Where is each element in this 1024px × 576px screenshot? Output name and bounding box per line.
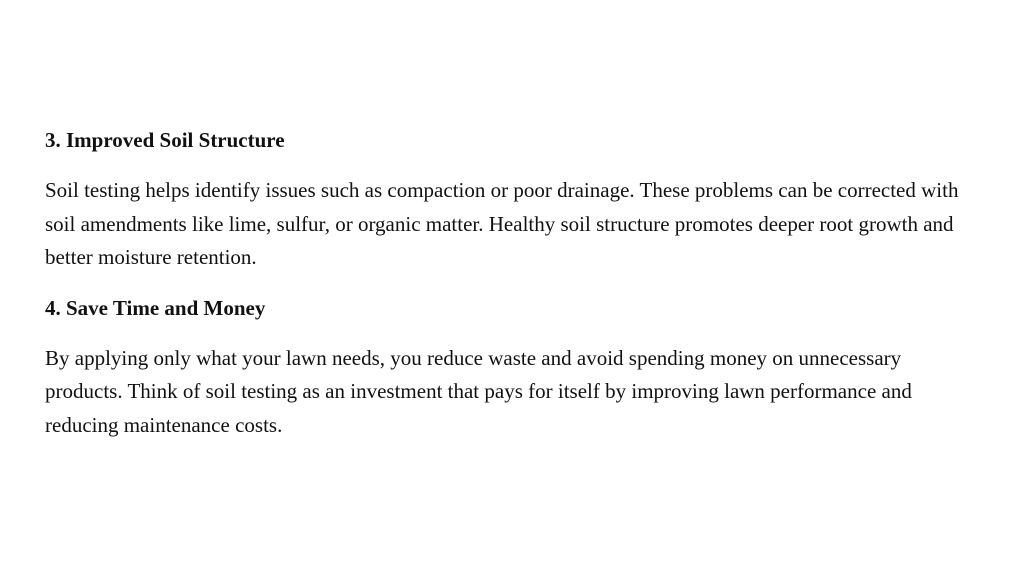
slide-content	[45, 124, 975, 459]
section-heading-save-time-money: 4. Save Time and Money	[45, 295, 266, 320]
section-body-save-time-money: By applying only what your lawn needs, you reduce waste and avoid spending money on unnecessary products. Think of soil testing as an investment that pays for itself by improving lawn performance and reducing maintenance costs.	[45, 345, 912, 437]
section-body-soil-structure: Soil testing helps identify issues such as compaction or poor drainage. These problems can be corrected with soil amendments like lime, sulfur, or organic matter. Healthy soil structure promotes deeper root growth and better moisture retention.	[45, 178, 959, 269]
section-heading-soil-structure: 3. Improved Soil Structure	[45, 128, 285, 152]
